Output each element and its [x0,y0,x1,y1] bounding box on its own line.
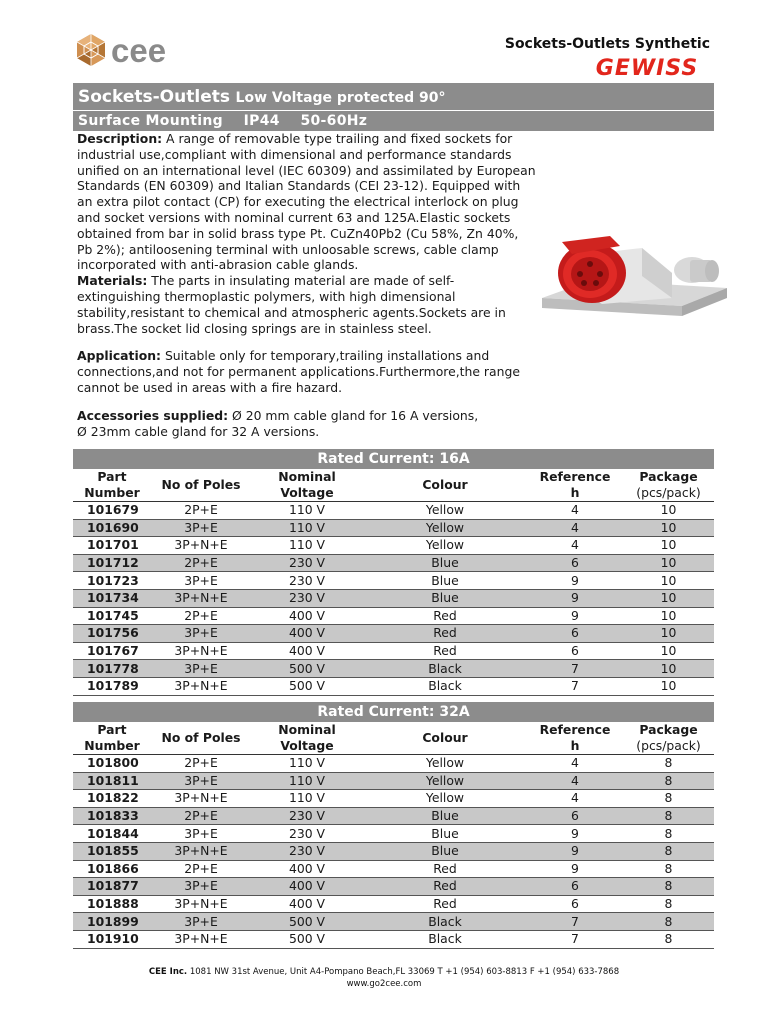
table-row [73,790,714,808]
cee-logo [74,33,166,67]
table-row [73,772,714,790]
accessories-label: Accessories supplied: [77,407,229,423]
reference-cell: 4 [527,537,623,555]
part-number-cell: 101910 [73,930,151,948]
description-paragraph [77,131,537,273]
table-row [73,930,714,948]
reference-cell: 9 [527,607,623,625]
poles-cell: 2P+E [151,502,251,520]
poles-cell: 3P+E [151,660,251,678]
package-cell: 10 [623,537,714,555]
poles-cell: 3P+E [151,825,251,843]
poles-cell: 3P+N+E [151,895,251,913]
reference-cell: 9 [527,589,623,607]
colour-cell: Red [363,607,527,625]
colour-cell: Blue [363,554,527,572]
description-label: Description: [77,131,163,146]
reference-cell: 9 [527,860,623,878]
part-number-cell: 101701 [73,537,151,555]
package-cell: 8 [623,772,714,790]
table-row [73,842,714,860]
part-number-cell: 101712 [73,554,151,572]
table-row [73,589,714,607]
table-row [73,554,714,572]
voltage-cell: 230 V [251,825,363,843]
page-footer [0,966,768,990]
poles-cell: 3P+N+E [151,790,251,808]
poles-cell: 3P+E [151,772,251,790]
package-cell: 10 [623,572,714,590]
colour-cell: Blue [363,825,527,843]
table-row [73,825,714,843]
col-package: Package (pcs/pack) [623,722,714,755]
table-row [73,502,714,520]
poles-cell: 2P+E [151,755,251,773]
footer-address-line [0,966,768,978]
application-paragraph [77,348,537,395]
table-row [73,519,714,537]
table-row [73,642,714,660]
product-title: Sockets-Outlets [78,87,230,107]
mounting-bar: Surface Mounting IP44 50-60Hz [73,111,714,131]
package-cell: 8 [623,825,714,843]
colour-cell: Black [363,677,527,695]
voltage-cell: 500 V [251,930,363,948]
package-cell: 8 [623,807,714,825]
part-number-cell: 101844 [73,825,151,843]
poles-cell: 3P+E [151,572,251,590]
table-row [73,537,714,555]
poles-cell: 3P+E [151,625,251,643]
poles-cell: 2P+E [151,860,251,878]
colour-cell: Yellow [363,755,527,773]
poles-cell: 3P+E [151,519,251,537]
accessories-line2: Ø 23mm cable gland for 32 A versions. [77,423,320,439]
colour-cell: Blue [363,807,527,825]
table-title: Rated Current: 32A [73,702,714,722]
voltage-cell: 110 V [251,502,363,520]
reference-cell: 7 [527,660,623,678]
voltage-cell: 500 V [251,660,363,678]
part-number-cell: 101855 [73,842,151,860]
table-row [73,913,714,931]
colour-cell: Yellow [363,502,527,520]
part-number-cell: 101899 [73,913,151,931]
application-label: Application: [77,348,161,364]
page-header [0,0,768,82]
accessories-paragraph [77,408,537,440]
reference-cell: 6 [527,878,623,896]
package-cell: 10 [623,660,714,678]
table-16a [73,449,714,696]
package-cell: 10 [623,677,714,695]
part-number-cell: 101690 [73,519,151,537]
gewiss-logo-text: GEWISS [595,56,699,79]
colour-cell: Black [363,660,527,678]
reference-cell: 6 [527,554,623,572]
col-reference: Reference h [527,722,623,755]
package-cell: 8 [623,860,714,878]
col-part-number: Part Number [73,469,151,502]
reference-cell: 6 [527,807,623,825]
poles-cell: 3P+N+E [151,930,251,948]
voltage-cell: 110 V [251,537,363,555]
package-cell: 10 [623,502,714,520]
colour-cell: Red [363,642,527,660]
colour-cell: Yellow [363,537,527,555]
hexagon-logo-icon [74,33,108,67]
package-cell: 8 [623,790,714,808]
poles-cell: 3P+E [151,913,251,931]
col-colour: Colour [363,469,527,502]
part-number-cell: 101723 [73,572,151,590]
table-title: Rated Current: 16A [73,449,714,469]
poles-cell: 2P+E [151,554,251,572]
logo-text: cee [111,31,167,69]
voltage-cell: 230 V [251,807,363,825]
gewiss-logo [584,55,710,79]
materials-text: The parts in insulating material are made of self-extinguishing thermoplastic polymers, with high dimensional stability,resistant to chemical and atmospheric agents.Sockets are in brass.The socket lid closing springs are in stainless steel. [77,273,506,336]
reference-cell: 9 [527,842,623,860]
voltage-cell: 230 V [251,572,363,590]
colour-cell: Red [363,860,527,878]
table-row [73,878,714,896]
voltage-cell: 400 V [251,607,363,625]
poles-cell: 3P+N+E [151,589,251,607]
accessories-line1: Ø 20 mm cable gland for 16 A versions, [228,407,479,423]
colour-cell: Red [363,878,527,896]
reference-cell: 6 [527,642,623,660]
reference-cell: 9 [527,572,623,590]
colour-cell: Blue [363,589,527,607]
voltage-cell: 110 V [251,790,363,808]
poles-cell: 3P+N+E [151,537,251,555]
reference-cell: 6 [527,895,623,913]
part-number-cell: 101877 [73,878,151,896]
col-poles: No of Poles [151,469,251,502]
part-number-cell: 101866 [73,860,151,878]
poles-cell: 2P+E [151,607,251,625]
package-cell: 10 [623,625,714,643]
table-row [73,625,714,643]
package-cell: 8 [623,878,714,896]
table-row [73,860,714,878]
reference-cell: 9 [527,825,623,843]
voltage-cell: 500 V [251,677,363,695]
table-row [73,895,714,913]
colour-cell: Red [363,895,527,913]
col-poles: No of Poles [151,722,251,755]
table-row [73,677,714,695]
reference-cell: 7 [527,913,623,931]
part-number-cell: 101767 [73,642,151,660]
part-number-cell: 101789 [73,677,151,695]
table-row [73,572,714,590]
package-cell: 10 [623,519,714,537]
reference-cell: 4 [527,502,623,520]
voltage-cell: 500 V [251,913,363,931]
materials-paragraph [77,273,537,336]
footer-address: 1081 NW 31st Avenue, Unit A4-Pompano Beach,FL 33069 T +1 (954) 603-8813 F +1 (954) 633-7868 [187,967,620,977]
document-title: Sockets-Outlets Synthetic [504,36,710,52]
voltage-cell: 400 V [251,878,363,896]
colour-cell: Black [363,913,527,931]
voltage-cell: 230 V [251,589,363,607]
voltage-cell: 110 V [251,772,363,790]
package-cell: 8 [623,755,714,773]
part-number-cell: 101734 [73,589,151,607]
poles-cell: 3P+N+E [151,677,251,695]
package-cell: 10 [623,554,714,572]
description-text: A range of removable type trailing and fixed sockets for industrial use,compliant with dimensional and performance standards unified on an international level (IEC 60309) and assimilated by European Standards (EN 60309) and Italian Standards (CEI 23-12). Equipped with an extra pilot contact (CP) for executing the electrical interlock on plug and socket versions with nominal current 63 and 125A.Elastic sockets obtained from bar in solid brass type Pt. CuZn40Pb2 (Cu 58%, Zn 40%, Pb 2%); antiloosening terminal with unloosable screws, cable clamp incorporated with anti-abrasion cable glands. [77,131,536,273]
footer-website: www.go2cee.com [346,979,422,989]
voltage-cell: 400 V [251,860,363,878]
package-cell: 8 [623,913,714,931]
col-package: Package (pcs/pack) [623,469,714,502]
reference-cell: 4 [527,755,623,773]
package-cell: 8 [623,895,714,913]
product-title-bar [73,83,714,110]
col-colour: Colour [363,722,527,755]
colour-cell: Black [363,930,527,948]
table-row [73,755,714,773]
colour-cell: Blue [363,842,527,860]
voltage-cell: 110 V [251,519,363,537]
colour-cell: Red [363,625,527,643]
voltage-cell: 400 V [251,625,363,643]
table-row [73,807,714,825]
package-cell: 8 [623,842,714,860]
package-cell: 10 [623,589,714,607]
table-32a [73,702,714,949]
part-number-cell: 101888 [73,895,151,913]
poles-cell: 3P+E [151,878,251,896]
poles-cell: 3P+N+E [151,642,251,660]
poles-cell: 3P+N+E [151,842,251,860]
col-voltage: Nominal Voltage [251,469,363,502]
package-cell: 10 [623,642,714,660]
package-cell: 8 [623,930,714,948]
package-cell: 10 [623,607,714,625]
col-part-number: Part Number [73,722,151,755]
description-block [77,131,537,439]
col-reference: Reference h [527,469,623,502]
materials-label: Materials: [77,273,148,289]
part-number-cell: 101745 [73,607,151,625]
voltage-cell: 230 V [251,554,363,572]
col-voltage: Nominal Voltage [251,722,363,755]
table-row [73,660,714,678]
colour-cell: Yellow [363,790,527,808]
voltage-cell: 400 V [251,895,363,913]
part-number-cell: 101811 [73,772,151,790]
socket-outlet-image [532,228,732,338]
part-number-cell: 101756 [73,625,151,643]
reference-cell: 7 [527,677,623,695]
voltage-cell: 400 V [251,642,363,660]
reference-cell: 6 [527,625,623,643]
part-number-cell: 101800 [73,755,151,773]
colour-cell: Yellow [363,519,527,537]
poles-cell: 2P+E [151,807,251,825]
part-number-cell: 101778 [73,660,151,678]
footer-company: CEE Inc. [148,967,188,977]
table-row [73,607,714,625]
reference-cell: 7 [527,930,623,948]
part-number-cell: 101822 [73,790,151,808]
reference-cell: 4 [527,519,623,537]
colour-cell: Yellow [363,772,527,790]
voltage-cell: 230 V [251,842,363,860]
part-number-cell: 101679 [73,502,151,520]
product-subtitle: Low Voltage protected 90° [235,90,446,106]
part-number-cell: 101833 [73,807,151,825]
application-text: Suitable only for temporary,trailing installations and connections,and not for permanent applications.Furthermore,the range cannot be used in areas with a fire hazard. [77,348,520,395]
reference-cell: 4 [527,772,623,790]
voltage-cell: 110 V [251,755,363,773]
reference-cell: 4 [527,790,623,808]
colour-cell: Blue [363,572,527,590]
